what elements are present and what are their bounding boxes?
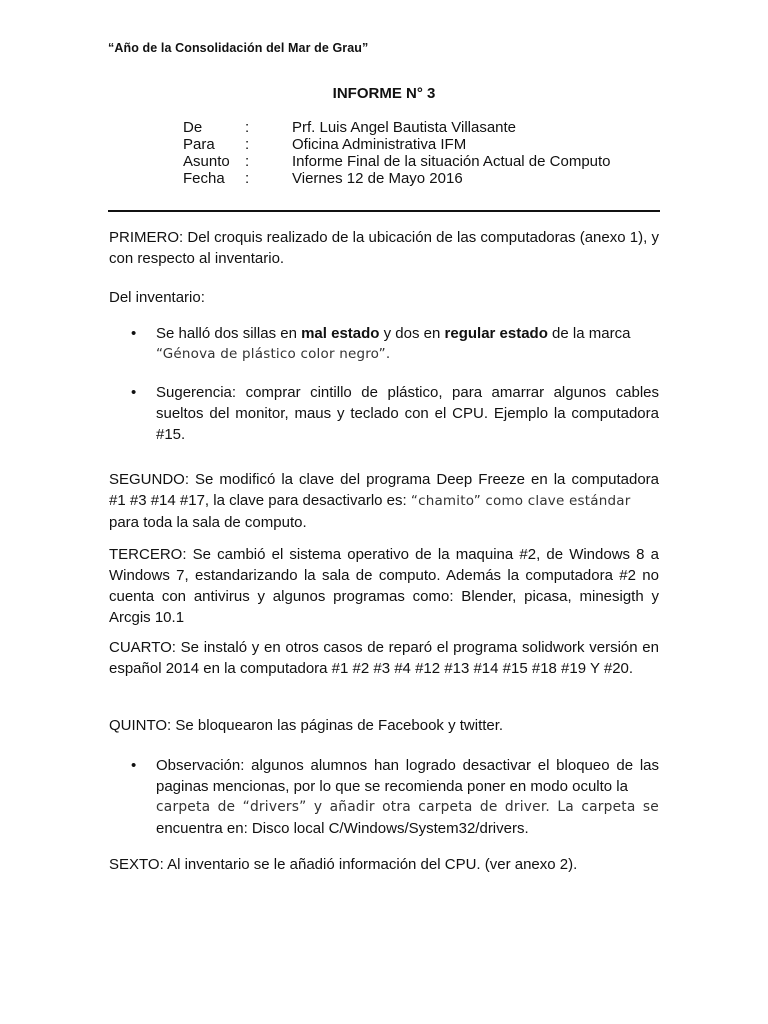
- text-run: Se halló dos sillas en: [156, 325, 302, 342]
- list-item-text: [156, 323, 659, 365]
- text-run: “chamito” como clave estándar: [410, 493, 631, 509]
- paragraph-primero: PRIMERO: Del croquis realizado de la ubicación de las computadoras (anexo 1), y con respecto al inventario.: [109, 229, 659, 267]
- memo-colon: :: [245, 136, 250, 153]
- memo-value-subject: Informe Final de la situación Actual de Computo: [292, 153, 611, 170]
- list-item-text: [156, 755, 659, 839]
- memo-row-asunto: [183, 153, 611, 170]
- list-item-line: “Génova de plástico color negro”.: [156, 346, 391, 362]
- memo-colon: :: [245, 170, 250, 187]
- list-item-line: carpeta de “drivers” y añadir otra carpeta de driver. La carpeta se: [156, 799, 659, 815]
- paragraph-tercero: TERCERO: Se cambió el sistema operativo de la maquina #2, de Windows 8 a Windows 7, estandarizando la sala de computo. Además la computadora #2 no cuenta con antivirus y algunos programas como: Blender, picasa, minesigth y Arcgis 10.1: [109, 546, 659, 626]
- memo-label: Asunto: [183, 153, 230, 170]
- paragraph-del-inventario: Del inventario:: [109, 289, 205, 306]
- memo-value-sender: Prf. Luis Angel Bautista Villasante: [292, 119, 517, 136]
- list-item-line: [156, 323, 659, 344]
- text-run: y dos en: [379, 325, 445, 342]
- text-run: de la marca: [547, 325, 631, 342]
- memo-colon: :: [245, 119, 250, 136]
- text-run: #1 #3 #14 #17, la clave para desactivarlo es:: [109, 492, 411, 509]
- memo-row-fecha: [183, 170, 611, 187]
- list-item-line: encuentra en: Disco local C/Windows/System32/drivers.: [156, 820, 529, 837]
- document-motto: “Año de la Consolidación del Mar de Grau”: [108, 41, 369, 55]
- paragraph-line: SEGUNDO: Se modificó la clave del programa Deep Freeze en la computadora: [109, 471, 659, 488]
- paragraph-quinto: QUINTO: Se bloquearon las páginas de Facebook y twitter.: [109, 717, 504, 734]
- paragraph-line: [109, 490, 659, 512]
- memo-value-date: Viernes 12 de Mayo 2016: [292, 170, 463, 187]
- bullet-icon: •: [131, 384, 137, 401]
- paragraph-line: para toda la sala de computo.: [109, 514, 307, 531]
- memo-label: Para: [183, 136, 215, 153]
- bullet-icon: •: [131, 757, 137, 774]
- memo-value-recipient: Oficina Administrativa IFM: [292, 136, 467, 153]
- header-divider: [108, 210, 660, 212]
- list-item-text: Sugerencia: comprar cintillo de plástico, para amarrar algunos cables sueltos del monitor, maus y teclado con el CPU. Ejemplo la computadora #15.: [156, 384, 659, 443]
- memo-colon: :: [245, 153, 250, 170]
- bold-text: regular estado: [444, 325, 548, 342]
- bullet-icon: •: [131, 325, 137, 342]
- bold-text: mal estado: [301, 325, 380, 342]
- paragraph-cuarto: CUARTO: Se instaló y en otros casos de reparó el programa solidwork versión en español 2014 en la computadora #1 #2 #3 #4 #12 #13 #14 #15 #18 #19 Y #20.: [109, 639, 659, 677]
- memo-row-de: [183, 119, 611, 136]
- paragraph-sexto: SEXTO: Al inventario se le añadió información del CPU. (ver anexo 2).: [109, 856, 578, 873]
- memo-row-para: [183, 136, 611, 153]
- document-title: INFORME N° 3: [332, 85, 436, 102]
- memo-header: [183, 119, 611, 187]
- list-item-line: Observación: algunos alumnos han logrado desactivar el bloqueo de las paginas mencionas, por lo que se recomienda poner en modo oculto la: [156, 757, 659, 795]
- paragraph-segundo: [109, 469, 659, 533]
- memo-label: Fecha: [183, 170, 225, 187]
- memo-label: De: [183, 119, 203, 136]
